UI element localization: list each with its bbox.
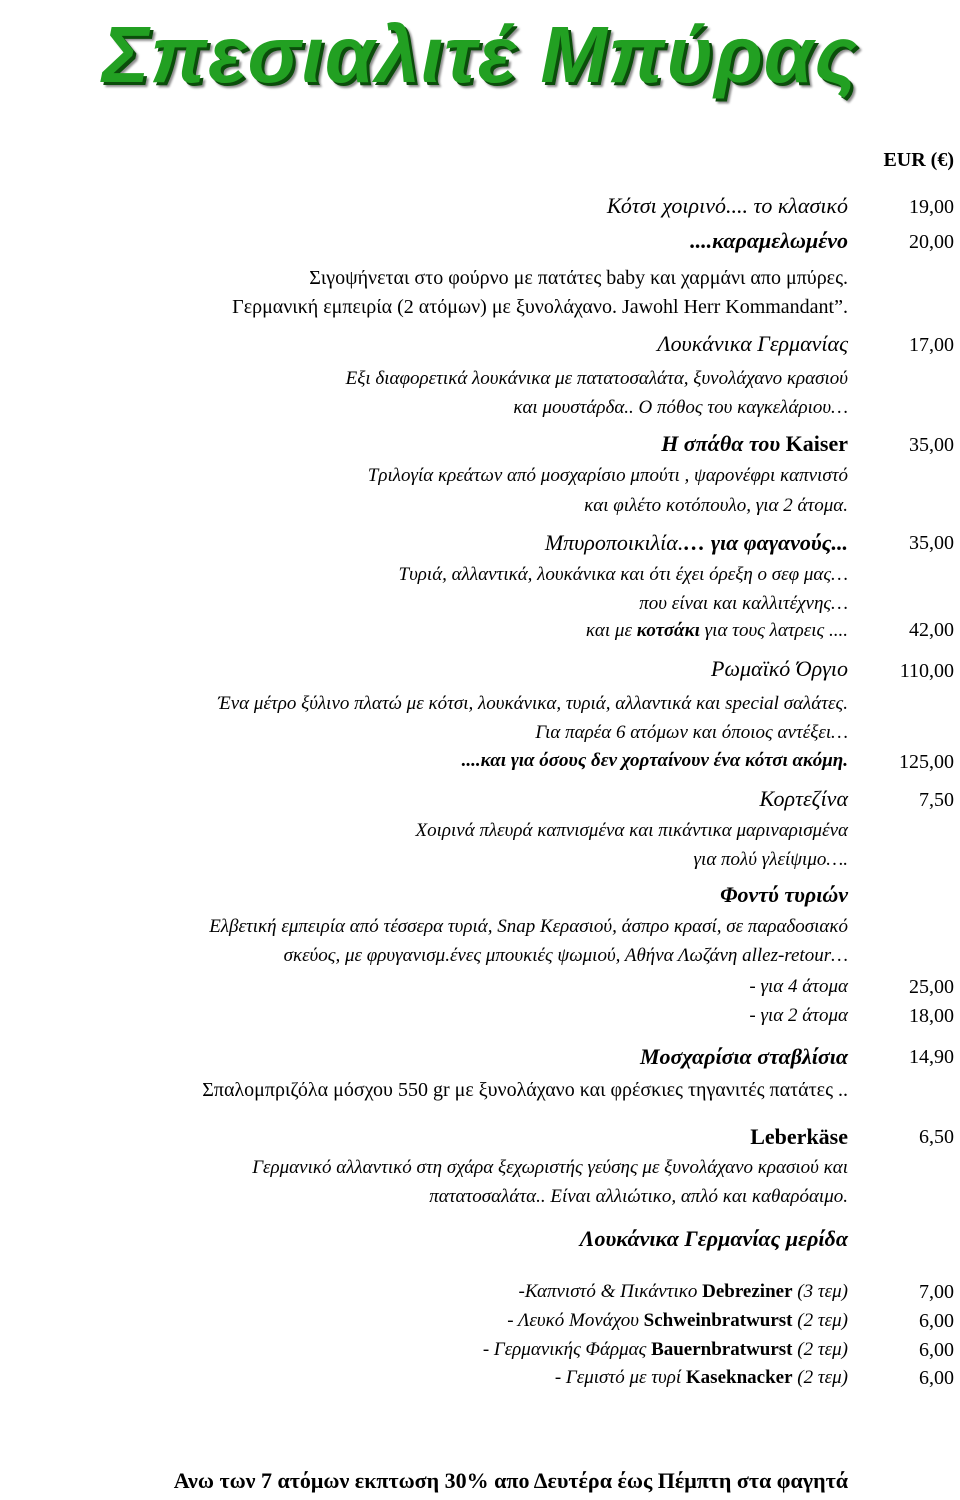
portion-row xyxy=(483,1340,848,1359)
menu-title: Σπεσιαλιτέ Μπύρας xyxy=(102,10,858,99)
item-desc-kotsi-2: Γερμανική εμπειρία (2 ατόμων) με ξυνολάχανο. Jawohl Herr Kommandant”. xyxy=(232,296,848,318)
item-price-bironoikilia: 35,00 xyxy=(909,532,954,554)
portion-row-suffix: (2 τεμ) xyxy=(792,1310,848,1331)
item-name-bironoikilia xyxy=(545,532,848,554)
portion-row-suffix: (2 τεμ) xyxy=(792,1339,848,1360)
item-desc-bironoikilia-1: Τυριά, αλλαντικά, λουκάνικα και ότι έχει όρεξη ο σεφ μας… xyxy=(398,564,848,585)
item-desc-loukanika-1: Εξι διαφορετικά λουκάνικα με πατατοσαλάτα, ξυνολάχανο κρασιού xyxy=(345,368,848,389)
desc-part-bold: κοτσάκι xyxy=(636,620,700,641)
item-price-spatha: 35,00 xyxy=(909,434,954,456)
item-price2-orgio: 125,00 xyxy=(899,751,954,773)
portion-row-price: 6,00 xyxy=(919,1367,954,1389)
portion-row-prefix: - Γεμιστό με τυρί xyxy=(554,1367,686,1388)
item-desc-leberkase-2: πατατοσαλάτα.. Είναι αλλιώτικο, απλό και καθαρόαιμο. xyxy=(429,1186,848,1207)
item-desc-spatha-1: Τριλογία κρεάτων από μοσχαρίσιο μπούτι , ψαρονέφρι καπνιστό xyxy=(367,465,848,486)
item-name-portion: Λουκάνικα Γερμανίας μερίδα xyxy=(579,1226,848,1251)
portion-row-brand: Debreziner xyxy=(702,1281,793,1302)
item-desc-loukanika-2: και μουστάρδα.. Ο πόθος του καγκελάριου… xyxy=(513,397,848,418)
item-price-kortezina: 7,50 xyxy=(919,789,954,811)
portion-row-prefix: - Γερμανικής Φάρμας xyxy=(482,1339,652,1360)
item-price-loukanika: 17,00 xyxy=(909,334,954,356)
item-name-spatha-part-b: Kaiser xyxy=(785,431,848,456)
item-desc-spatha-2: και φιλέτο κοτόπουλο, για 2 άτομα. xyxy=(584,495,848,516)
discount-note: Ανω των 7 ατόμων εκπτωση 30% απο Δευτέρα έως Πέμπτη στα φαγητά xyxy=(173,1468,848,1493)
item-price-mosxarisia: 14,90 xyxy=(909,1046,954,1068)
item-desc-orgio-1: Ένα μέτρο ξύλινο πλατώ με κότσι, λουκάνικα, τυριά, αλλαντικά και special σαλάτες. xyxy=(217,693,848,714)
portion-row xyxy=(555,1368,848,1387)
item-desc-kortezina-2: για πολύ γλείψιμο…. xyxy=(693,849,848,870)
item-variant-kotsi: ....καραμελωμένο xyxy=(690,228,848,253)
item-variant-price-kotsi: 20,00 xyxy=(909,231,954,253)
item-name-bironoikilia-part-b: … για φαγανούς... xyxy=(683,530,848,555)
item-desc-kortezina-1: Χοιρινά πλευρά καπνισμένα και πικάντικα μαριναρισμένα xyxy=(415,820,848,841)
item-desc-bironoikilia-3 xyxy=(586,621,848,640)
item-price-orgio: 110,00 xyxy=(899,660,954,682)
item-name-kotsi: Κότσι χοιρινό.... το κλασικό xyxy=(606,193,848,218)
item-name-spatha xyxy=(661,433,848,455)
item-name-loukanika: Λουκάνικα Γερμανίας xyxy=(657,331,848,356)
portion-row-brand: Bauernbratwurst xyxy=(651,1339,793,1360)
portion-row-suffix: (3 τεμ) xyxy=(792,1281,848,1302)
item-option-fondue-1: - για 4 άτομα xyxy=(749,976,848,997)
item-price2-bironoikilia: 42,00 xyxy=(909,619,954,641)
item-name-mosxarisia: Μοσχαρίσια σταβλίσια xyxy=(639,1044,848,1069)
item-option-fondue-2: - για 2 άτομα xyxy=(749,1005,848,1026)
item-price-kotsi: 19,00 xyxy=(909,196,954,218)
item-option-price-fondue-1: 25,00 xyxy=(909,976,954,998)
portion-row-suffix: (2 τεμ) xyxy=(792,1367,848,1388)
item-desc-orgio-2: Για παρέα 6 ατόμων και όποιος αντέξει… xyxy=(535,722,848,743)
portion-row-price: 7,00 xyxy=(919,1281,954,1303)
item-name-leberkase: Leberkäse xyxy=(750,1124,848,1149)
portion-row-price: 6,00 xyxy=(919,1339,954,1361)
item-option-price-fondue-2: 18,00 xyxy=(909,1005,954,1027)
portion-row-prefix: -Καπνιστό & Πικάντικο xyxy=(518,1281,703,1302)
desc-part: για τους λατρεις .... xyxy=(699,620,848,641)
item-name-orgio: Ρωμαϊκό Όργιο xyxy=(711,656,848,681)
item-desc-kotsi-1: Σιγοψήνεται στο φούρνο με πατάτες baby και χαρμάνι απο μπύρες. xyxy=(309,267,848,289)
item-name-bironoikilia-part-a: Μπυροποικιλία. xyxy=(544,530,684,555)
item-desc-fondue-2: σκεύος, με φρυγανισμ.ένες μπουκιές ψωμιού, Αθήνα Λωζάνη allez-retour… xyxy=(283,945,848,966)
portion-row-brand: Kaseknacker xyxy=(685,1367,793,1388)
portion-row-prefix: - Λευκό Μονάχου xyxy=(507,1310,644,1331)
item-name-spatha-part-a: Η σπάθα του xyxy=(661,431,786,456)
item-desc-mosxarisia-1: Σπαλομπριζόλα μόσχου 550 gr με ξυνολάχανο και φρέσκιες τηγανιτές πατάτες .. xyxy=(202,1079,848,1101)
item-desc-orgio-3: ....και για όσους δεν χορταίνουν ένα κότσι ακόμη. xyxy=(461,750,848,771)
desc-part: και με xyxy=(585,620,637,641)
portion-row-brand: Schweinbratwurst xyxy=(643,1310,793,1331)
portion-row xyxy=(507,1311,848,1330)
portion-row xyxy=(519,1282,848,1301)
item-name-kortezina: Κορτεζίνα xyxy=(759,786,848,811)
item-desc-fondue-1: Ελβετική εμπειρία από τέσσερα τυριά, Snap Κερασιού, άσπρο κρασί, σε παραδοσιακό xyxy=(209,916,848,937)
item-desc-bironoikilia-2: που είναι και καλλιτέχνης… xyxy=(639,593,848,614)
currency-header: EUR (€) xyxy=(883,149,954,171)
item-name-fondue: Φοντύ τυριών xyxy=(720,882,848,907)
item-desc-leberkase-1: Γερμανικό αλλαντικό στη σχάρα ξεχωριστής γεύσης με ξυνολάχανο κρασιού και xyxy=(252,1157,848,1178)
item-price-leberkase: 6,50 xyxy=(919,1126,954,1148)
portion-row-price: 6,00 xyxy=(919,1310,954,1332)
